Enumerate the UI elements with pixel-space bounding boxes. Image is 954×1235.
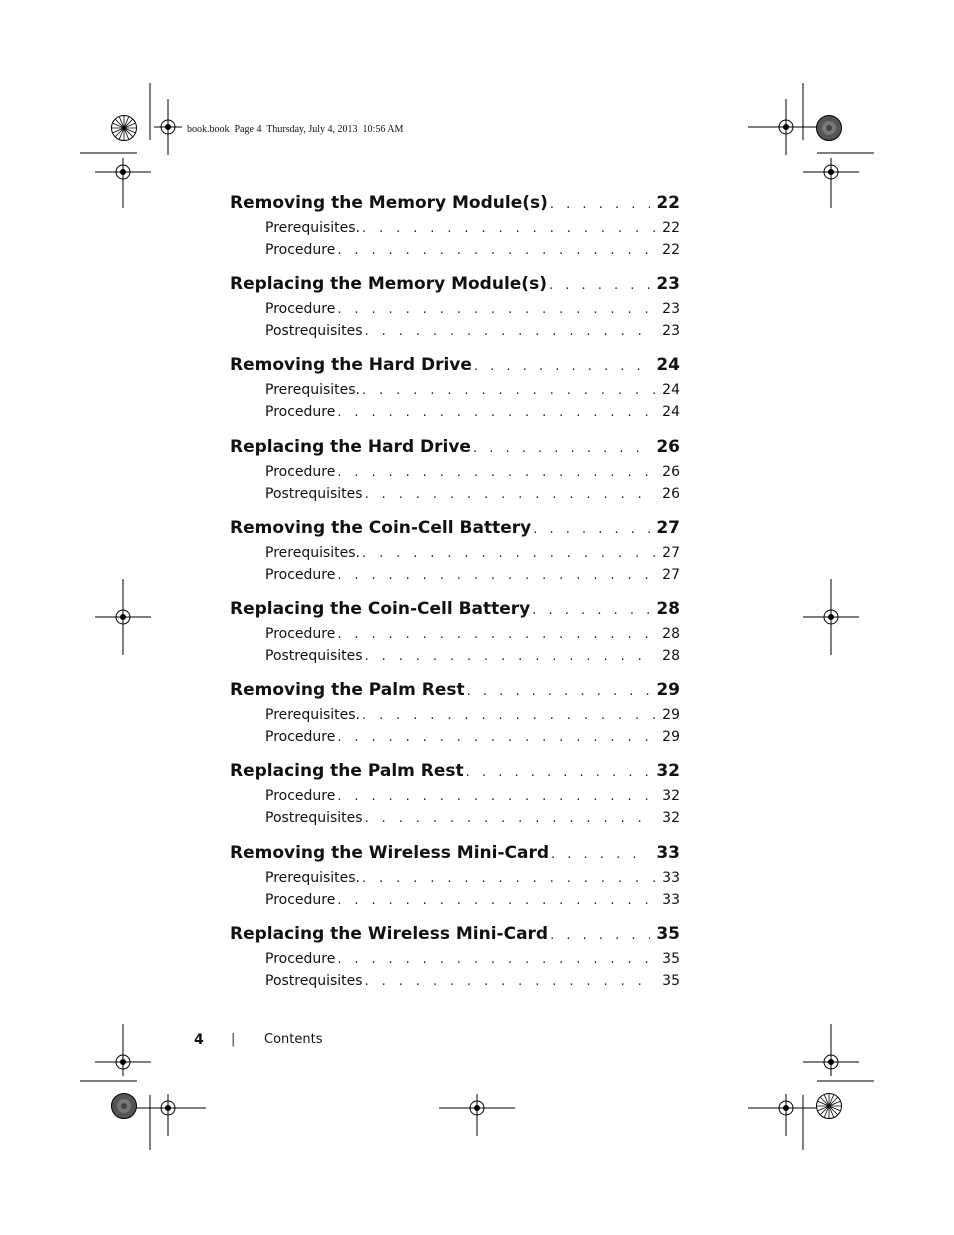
toc-section-page: 32 <box>656 761 680 781</box>
toc-section-title: Replacing the Hard Drive <box>230 437 471 457</box>
toc-subentry-title: Procedure <box>265 242 336 258</box>
toc-section-entry[interactable] <box>230 680 680 700</box>
toc-subentry[interactable] <box>265 404 680 420</box>
dot-leader <box>365 974 657 989</box>
toc-subentry[interactable] <box>265 788 680 804</box>
toc-subentry-page: 24 <box>662 404 680 420</box>
dot-leader <box>362 383 656 398</box>
toc-subentry[interactable] <box>265 951 680 967</box>
toc-section-page: 28 <box>656 599 680 619</box>
toc-subentry[interactable] <box>265 567 680 583</box>
dot-leader <box>365 324 657 339</box>
toc-subentry[interactable] <box>265 486 680 502</box>
toc-section-entry[interactable] <box>230 355 680 375</box>
toc-section-title: Removing the Memory Module(s) <box>230 193 548 213</box>
print-slug: book.book Page 4 Thursday, July 4, 2013 10:56 AM <box>187 124 404 135</box>
toc-subentry[interactable] <box>265 729 680 745</box>
toc-subentry-title: Prerequisites. <box>265 382 360 398</box>
toc-subentry[interactable] <box>265 973 680 989</box>
toc-subentry-page: 27 <box>662 545 680 561</box>
toc-subentry-page: 24 <box>662 382 680 398</box>
toc-subentry-page: 27 <box>662 567 680 583</box>
toc-subentry-page: 23 <box>662 323 680 339</box>
toc-subentry-page: 35 <box>662 951 680 967</box>
toc-section-entry[interactable] <box>230 599 680 619</box>
toc-subentry[interactable] <box>265 301 680 317</box>
dot-leader <box>551 847 650 862</box>
toc-subentry-page: 23 <box>662 301 680 317</box>
toc-subentry-title: Procedure <box>265 567 336 583</box>
toc-section-entry[interactable] <box>230 437 680 457</box>
dot-leader <box>337 952 656 967</box>
dot-leader <box>467 684 651 699</box>
toc-section-title: Removing the Palm Rest <box>230 680 465 700</box>
dot-leader <box>337 243 656 258</box>
toc-subentry-title: Postrequisites <box>265 810 363 826</box>
toc-section-title: Replacing the Memory Module(s) <box>230 274 547 294</box>
dot-leader <box>365 811 657 826</box>
toc-section-entry[interactable] <box>230 843 680 863</box>
toc-subentry-title: Postrequisites <box>265 486 363 502</box>
toc-section-title: Replacing the Wireless Mini-Card <box>230 924 549 944</box>
toc-subentry-page: 29 <box>662 707 680 723</box>
dot-leader <box>365 487 657 502</box>
toc-section-page: 26 <box>656 437 680 457</box>
toc-subentry-page: 28 <box>662 648 680 664</box>
toc-subentry[interactable] <box>265 810 680 826</box>
dot-leader <box>362 871 656 886</box>
page-number: 4 <box>194 1032 204 1048</box>
toc-subentry[interactable] <box>265 626 680 642</box>
toc-subentry-page: 29 <box>662 729 680 745</box>
dot-leader <box>474 359 650 374</box>
toc-section-page: 24 <box>656 355 680 375</box>
toc-subentry-title: Postrequisites <box>265 323 363 339</box>
dot-leader <box>337 893 656 908</box>
toc-subentry[interactable] <box>265 323 680 339</box>
toc-subentry-title: Procedure <box>265 951 336 967</box>
dot-leader <box>549 278 650 293</box>
toc-subentry-page: 26 <box>662 464 680 480</box>
dot-leader <box>362 221 656 236</box>
toc-subentry-title: Prerequisites. <box>265 870 360 886</box>
footer-section-label: Contents <box>264 1032 323 1047</box>
toc-section-title: Removing the Hard Drive <box>230 355 472 375</box>
dot-leader <box>473 441 650 456</box>
toc-subentry-page: 35 <box>662 973 680 989</box>
toc-section-page: 22 <box>656 193 680 213</box>
toc-section-entry[interactable] <box>230 193 680 213</box>
toc-subentry-page: 33 <box>662 870 680 886</box>
toc-section-page: 33 <box>656 843 680 863</box>
toc-subentry-title: Procedure <box>265 892 336 908</box>
dot-leader <box>365 649 657 664</box>
dot-leader <box>550 197 650 212</box>
toc-subentry-title: Prerequisites. <box>265 545 360 561</box>
toc-section-page: 27 <box>656 518 680 538</box>
toc-subentry-page: 32 <box>662 810 680 826</box>
dot-leader <box>337 627 656 642</box>
toc-subentry[interactable] <box>265 382 680 398</box>
toc-subentry[interactable] <box>265 648 680 664</box>
toc-subentry-title: Procedure <box>265 729 336 745</box>
toc-subentry[interactable] <box>265 464 680 480</box>
toc-section-page: 23 <box>656 274 680 294</box>
toc-section-title: Removing the Coin-Cell Battery <box>230 518 532 538</box>
toc-section-entry[interactable] <box>230 518 680 538</box>
dot-leader <box>337 789 656 804</box>
toc-subentry[interactable] <box>265 220 680 236</box>
toc-subentry-title: Postrequisites <box>265 973 363 989</box>
toc-subentry[interactable] <box>265 242 680 258</box>
toc-subentry-page: 26 <box>662 486 680 502</box>
toc-subentry-title: Procedure <box>265 788 336 804</box>
toc-subentry-title: Procedure <box>265 301 336 317</box>
dot-leader <box>550 928 650 943</box>
dot-leader <box>362 546 656 561</box>
toc-section-page: 35 <box>656 924 680 944</box>
toc-section-entry[interactable] <box>230 924 680 944</box>
toc-subentry-title: Procedure <box>265 464 336 480</box>
toc-subentry-page: 22 <box>662 220 680 236</box>
toc-subentry[interactable] <box>265 892 680 908</box>
toc-section-page: 29 <box>656 680 680 700</box>
dot-leader <box>337 465 656 480</box>
dot-leader <box>533 522 650 537</box>
dot-leader <box>337 405 656 420</box>
footer-separator: | <box>231 1032 236 1047</box>
toc-subentry-title: Procedure <box>265 626 336 642</box>
toc-subentry-title: Prerequisites. <box>265 220 360 236</box>
toc-section-entry[interactable] <box>230 274 680 294</box>
toc-subentry-page: 22 <box>662 242 680 258</box>
dot-leader <box>337 302 656 317</box>
toc-section-title: Replacing the Palm Rest <box>230 761 464 781</box>
dot-leader <box>362 708 656 723</box>
toc-subentry-page: 33 <box>662 892 680 908</box>
dot-leader <box>337 730 656 745</box>
dot-leader <box>466 765 651 780</box>
toc-subentry-title: Prerequisites. <box>265 707 360 723</box>
toc-subentry-title: Procedure <box>265 404 336 420</box>
dot-leader <box>532 603 650 618</box>
toc-subentry[interactable] <box>265 545 680 561</box>
toc-subentry[interactable] <box>265 707 680 723</box>
toc-section-entry[interactable] <box>230 761 680 781</box>
toc-subentry-page: 28 <box>662 626 680 642</box>
toc-section-title: Replacing the Coin-Cell Battery <box>230 599 531 619</box>
toc-subentry-title: Postrequisites <box>265 648 363 664</box>
toc-section-title: Removing the Wireless Mini-Card <box>230 843 550 863</box>
dot-leader <box>337 568 656 583</box>
toc-subentry[interactable] <box>265 870 680 886</box>
toc-subentry-page: 32 <box>662 788 680 804</box>
